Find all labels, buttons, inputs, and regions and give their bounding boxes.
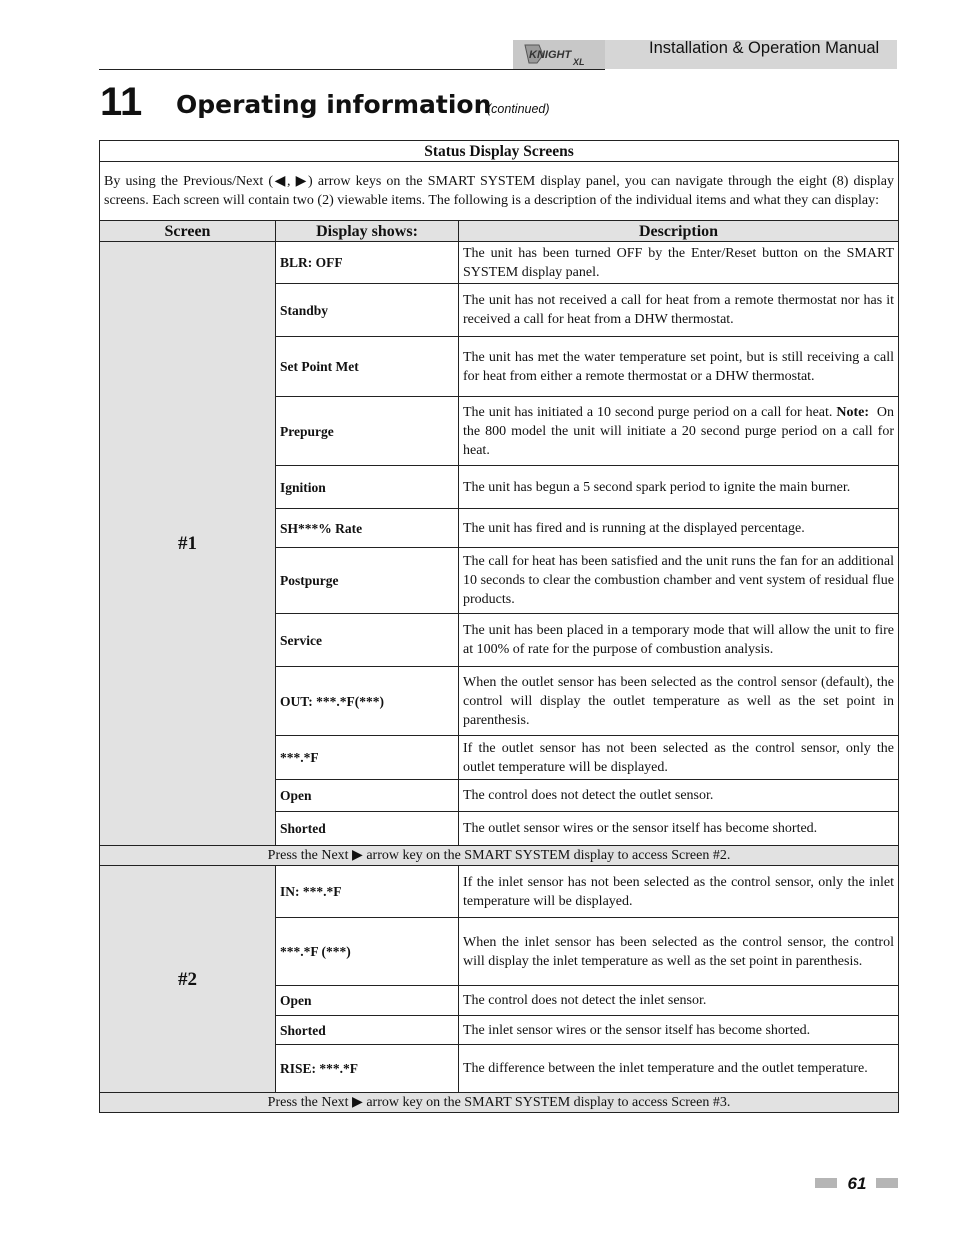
description-cell: The unit has fired and is running at the displayed percentage.: [459, 509, 899, 548]
display-shows-cell: IN: ***.*F: [276, 866, 459, 918]
description-cell: When the outlet sensor has been selected as the control sensor (default), the control will display the outlet temperature as well as the set point in parenthesis.: [459, 667, 899, 736]
description-cell: The outlet sensor wires or the sensor itself has become shorted.: [459, 812, 899, 846]
display-shows-cell: Shorted: [276, 812, 459, 846]
display-shows-cell: ***.*F: [276, 736, 459, 780]
description-cell: If the outlet sensor has not been selected as the control sensor, only the outlet temperature will be displayed.: [459, 736, 899, 780]
screen-1-label: #1: [100, 242, 276, 846]
section-continued: (continued): [487, 102, 550, 116]
display-shows-cell: OUT: ***.*F(***): [276, 667, 459, 736]
header-display-shows: Display shows:: [276, 221, 459, 242]
page-number-bar-left: [815, 1178, 837, 1188]
section-number: 11: [100, 80, 143, 124]
section-title: Operating information: [176, 90, 492, 119]
display-shows-cell: Open: [276, 780, 459, 812]
manual-title: Installation & Operation Manual: [649, 39, 880, 57]
display-shows-cell: RISE: ***.*F: [276, 1045, 459, 1093]
description-cell: [459, 397, 899, 466]
description-cell: The control does not detect the outlet sensor.: [459, 780, 899, 812]
header-description: Description: [459, 221, 899, 242]
display-shows-cell: BLR: OFF: [276, 242, 459, 284]
press-next-row: [100, 1093, 899, 1113]
knight-xl-logo: [523, 41, 597, 67]
description-cell: The unit has not received a call for heat from a remote thermostat nor has it received a call for heat from a DHW thermostat.: [459, 284, 899, 337]
header-screen: Screen: [100, 221, 276, 242]
page-number-bar-right: [876, 1178, 898, 1188]
display-shows-cell: SH***% Rate: [276, 509, 459, 548]
table-intro-row: [100, 162, 899, 221]
description-cell: When the inlet sensor has been selected as the control sensor, the control will display the inlet temperature as well as the set point in parenthesis.: [459, 918, 899, 986]
page-number: 61: [847, 1174, 867, 1193]
logo-subtext: XL: [573, 57, 585, 67]
table-intro: By using the Previous/Next (◀, ▶) arrow keys on the SMART SYSTEM display panel, you can navigate through the eight (8) display screens. Each screen will contain two (2) viewable items. The following is a description of the individual items and what they can display:: [100, 162, 899, 221]
description-cell: If the inlet sensor has not been selected as the control sensor, only the inlet temperature will be displayed.: [459, 866, 899, 918]
press-next-note: Press the Next ▶ arrow key on the SMART SYSTEM display to access Screen #3.: [100, 1093, 899, 1113]
description-cell: The unit has been placed in a temporary mode that will allow the unit to fire at 100% of rate for the purpose of combustion analysis.: [459, 614, 899, 667]
display-shows-cell: Shorted: [276, 1016, 459, 1045]
display-shows-cell: Open: [276, 986, 459, 1016]
table-row: [100, 866, 899, 918]
description-cell: The unit has begun a 5 second spark period to ignite the main burner.: [459, 466, 899, 509]
display-shows-cell: Postpurge: [276, 548, 459, 614]
header-rule: [99, 69, 605, 70]
display-shows-cell: Set Point Met: [276, 337, 459, 397]
status-display-table: [99, 140, 899, 1113]
table-header-row: [100, 221, 899, 242]
description-cell: The unit has met the water temperature set point, but is still receiving a call for heat from either a remote thermostat or a DHW thermostat.: [459, 337, 899, 397]
description-cell: The inlet sensor wires or the sensor itself has become shorted.: [459, 1016, 899, 1045]
description-cell: The control does not detect the inlet sensor.: [459, 986, 899, 1016]
note-text: On the 800 model the unit will initiate a 20 second purge period on a call for heat.: [463, 404, 895, 458]
table-title: Status Display Screens: [100, 141, 899, 162]
description-cell: The call for heat has been satisfied and the unit runs the fan for an additional 10 seconds to clear the combustion chamber and vent system of residual flue products.: [459, 548, 899, 614]
display-shows-cell: ***.*F (***): [276, 918, 459, 986]
display-shows-cell: Ignition: [276, 466, 459, 509]
display-shows-cell: Prepurge: [276, 397, 459, 466]
display-shows-cell: Service: [276, 614, 459, 667]
table-title-row: [100, 141, 899, 162]
note-label: Note:: [836, 404, 869, 420]
description-cell: The difference between the inlet temperature and the outlet temperature.: [459, 1045, 899, 1093]
logo-text: KNIGHT: [529, 49, 572, 61]
display-shows-cell: Standby: [276, 284, 459, 337]
press-next-note: Press the Next ▶ arrow key on the SMART SYSTEM display to access Screen #2.: [100, 846, 899, 866]
description-text: The unit has initiated a 10 second purge period on a call for heat.: [463, 404, 833, 420]
press-next-row: [100, 846, 899, 866]
screen-2-label: #2: [100, 866, 276, 1093]
description-cell: The unit has been turned OFF by the Enter/Reset button on the SMART SYSTEM display panel.: [459, 242, 899, 284]
table-row: [100, 242, 899, 284]
